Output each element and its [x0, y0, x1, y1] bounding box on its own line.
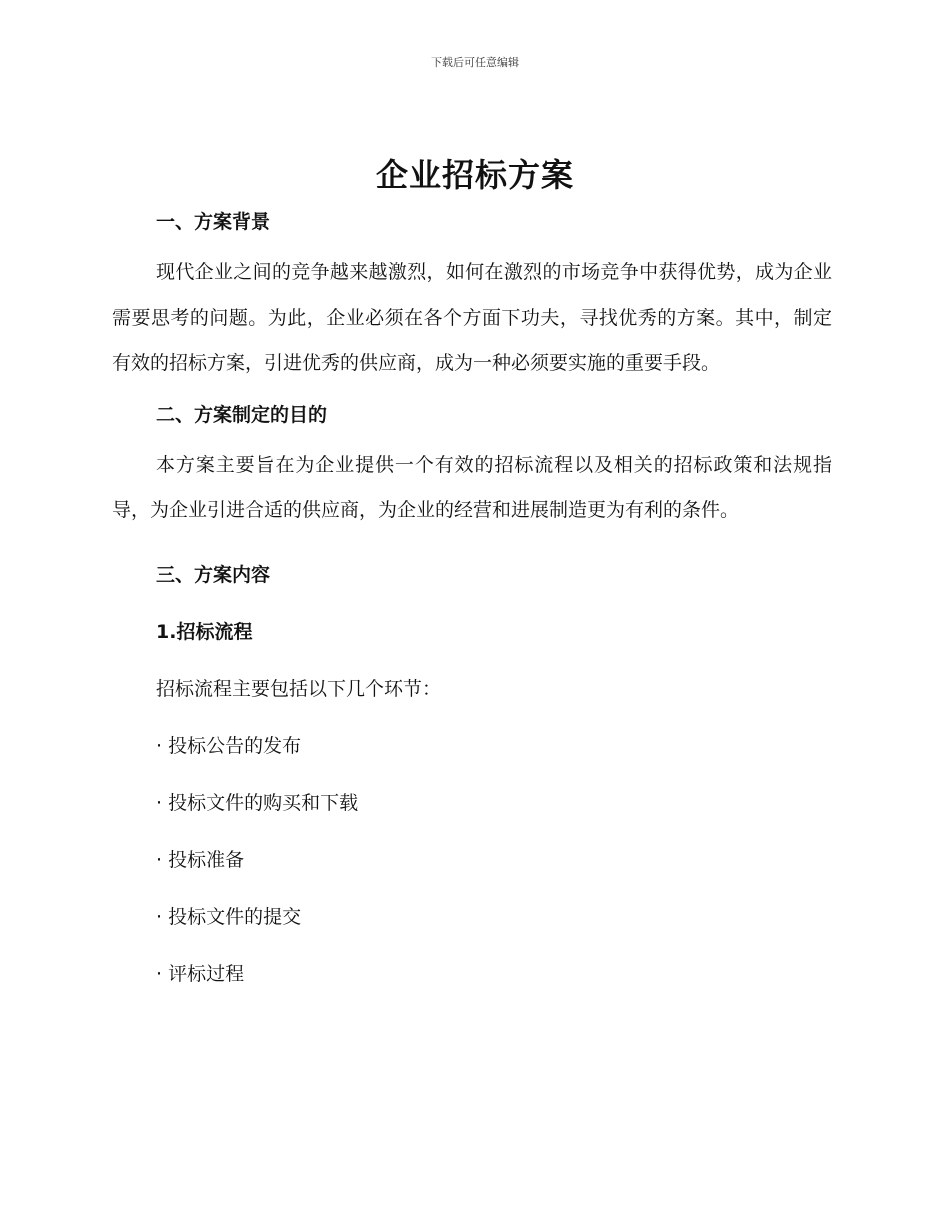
document-title: 企业招标方案 — [375, 156, 574, 194]
list-item: · 评标过程 — [156, 962, 245, 985]
list-item: · 投标文件的购买和下载 — [156, 791, 359, 814]
sub-heading-process: 1.招标流程 — [156, 620, 253, 643]
list-item: · 投标准备 — [156, 848, 245, 871]
list-item: · 投标公告的发布 — [156, 734, 302, 757]
document-body — [112, 205, 832, 991]
list-item: · 投标文件的提交 — [156, 905, 302, 928]
header-note: 下载后可任意编辑 — [431, 56, 519, 69]
paragraph-purpose: 本方案主要旨在为企业提供一个有效的招标流程以及相关的招标政策和法规指导，为企业引进合适的供应商，为企业的经营和进展制造更为有利的条件。 — [112, 453, 832, 521]
section-heading-background: 一、方案背景 — [156, 211, 271, 233]
process-intro: 招标流程主要包括以下几个环节： — [156, 677, 442, 700]
paragraph-background: 现代企业之间的竞争越来越激烈，如何在激烈的市场竞争中获得优势，成为企业需要思考的问题。为此，企业必须在各个方面下功夫，寻找优秀的方案。其中，制定有效的招标方案，引进优秀的供应商，成为一种必须要实施的重要手段。 — [112, 261, 832, 374]
section-heading-purpose: 二、方案制定的目的 — [156, 403, 328, 426]
section-heading-content: 三、方案内容 — [156, 563, 271, 586]
